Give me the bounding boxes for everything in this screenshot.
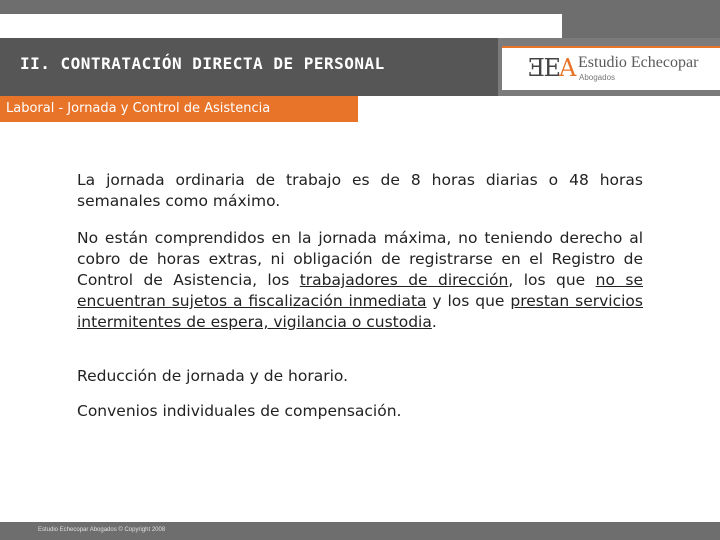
- page-title: II. CONTRATACIÓN DIRECTA DE PERSONAL: [20, 54, 385, 73]
- paragraph-jornada-ordinaria: La jornada ordinaria de trabajo es de 8 horas diarias o 48 horas semanales como máximo.: [77, 171, 643, 210]
- header-title-panel: [0, 38, 498, 96]
- section-tab: [0, 96, 358, 122]
- logo-name: Estudio Echecopar: [578, 54, 699, 71]
- text-segment: .: [431, 313, 437, 331]
- logo-subtitle: Abogados: [579, 73, 616, 82]
- footer-bar: [0, 522, 720, 540]
- footer-copyright: Estudio Echecopar Abogados © Copyright 2008: [38, 527, 166, 533]
- underlined-term: no se encuentran sujetos a fiscalización inmediata: [77, 271, 643, 310]
- text-segment: No están comprendidos en la jornada máxima, no teniendo derecho al cobro de horas extras, ni obligación de registrarse en el Registro de Control de Asistencia, los: [77, 229, 643, 289]
- paragraph-excluidos: [77, 228, 643, 333]
- paragraph-convenios: Convenios individuales de compensación.: [77, 402, 402, 420]
- paragraph-reduccion: Reducción de jornada y de horario.: [77, 367, 349, 385]
- text-segment: y los que: [426, 292, 511, 310]
- header-bar: [0, 38, 720, 96]
- logo: [502, 46, 720, 90]
- underlined-term: trabajadores de dirección: [299, 271, 509, 289]
- underlined-term: prestan servicios intermitentes de espera, vigilancia o custodia: [77, 292, 643, 331]
- logo-accent-line: [502, 46, 720, 48]
- text-segment: , los que: [508, 271, 596, 289]
- section-label: Laboral - Jornada y Control de Asistencia: [6, 101, 271, 116]
- top-white-strip: [0, 14, 562, 38]
- logo-mark-icon: ƎEA: [528, 54, 575, 82]
